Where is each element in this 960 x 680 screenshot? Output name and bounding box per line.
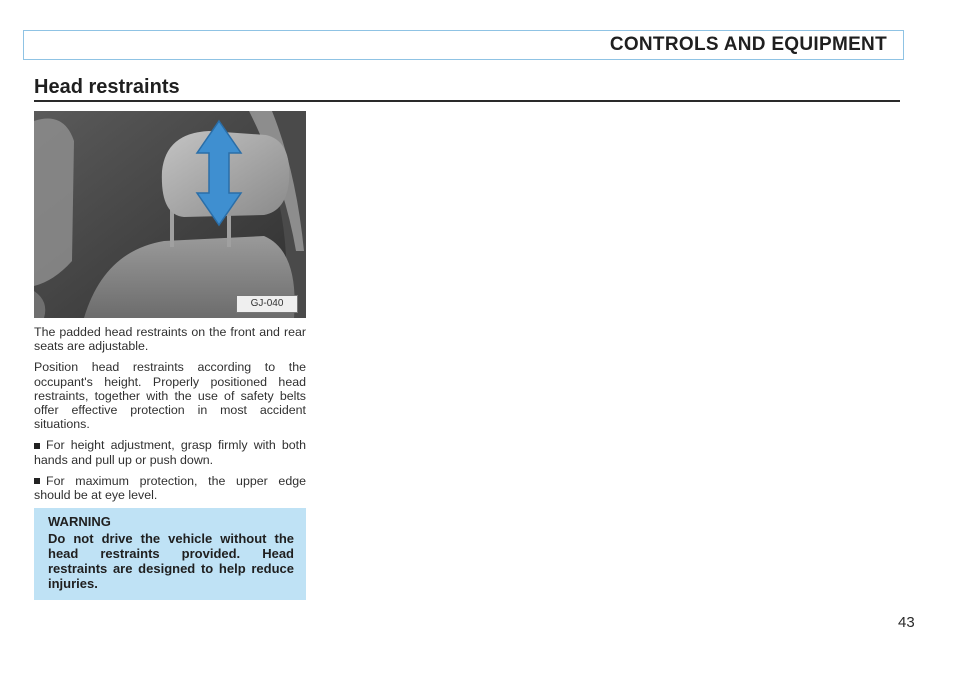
head-restraint-photo [34, 111, 306, 318]
bullet-maximum-protection [34, 474, 306, 502]
figure-code: GJ-040 [236, 295, 298, 313]
bullet-text: For maximum protection, the upper edge should be at eye level. [34, 473, 306, 503]
body-text [34, 325, 306, 509]
paragraph-position: Position head restraints according to the occupant's height. Properly positioned head restraints, together with the use of safety belts offer effective protection in most accident situations. [34, 360, 306, 432]
bullet-text: For height adjustment, grasp firmly with both hands and pull up or push down. [34, 438, 306, 467]
paragraph-adjustable: The padded head restraints on the front and rear seats are adjustable. [34, 325, 306, 354]
head-restraint-illustration [34, 111, 306, 318]
warning-title: WARNING [48, 514, 111, 529]
bullet-height-adjustment [34, 438, 306, 466]
chapter-header [23, 30, 904, 60]
warning-box [34, 508, 306, 600]
page-number: 43 [898, 614, 915, 631]
section-title: Head restraints [34, 76, 180, 98]
bullet-icon [34, 478, 40, 484]
bullet-icon [34, 443, 40, 449]
warning-text: Do not drive the vehicle without the head restraints provided. Head restraints are designed to help reduce injuries. [48, 531, 294, 591]
chapter-title: CONTROLS AND EQUIPMENT [606, 31, 891, 59]
section-divider [34, 100, 900, 102]
